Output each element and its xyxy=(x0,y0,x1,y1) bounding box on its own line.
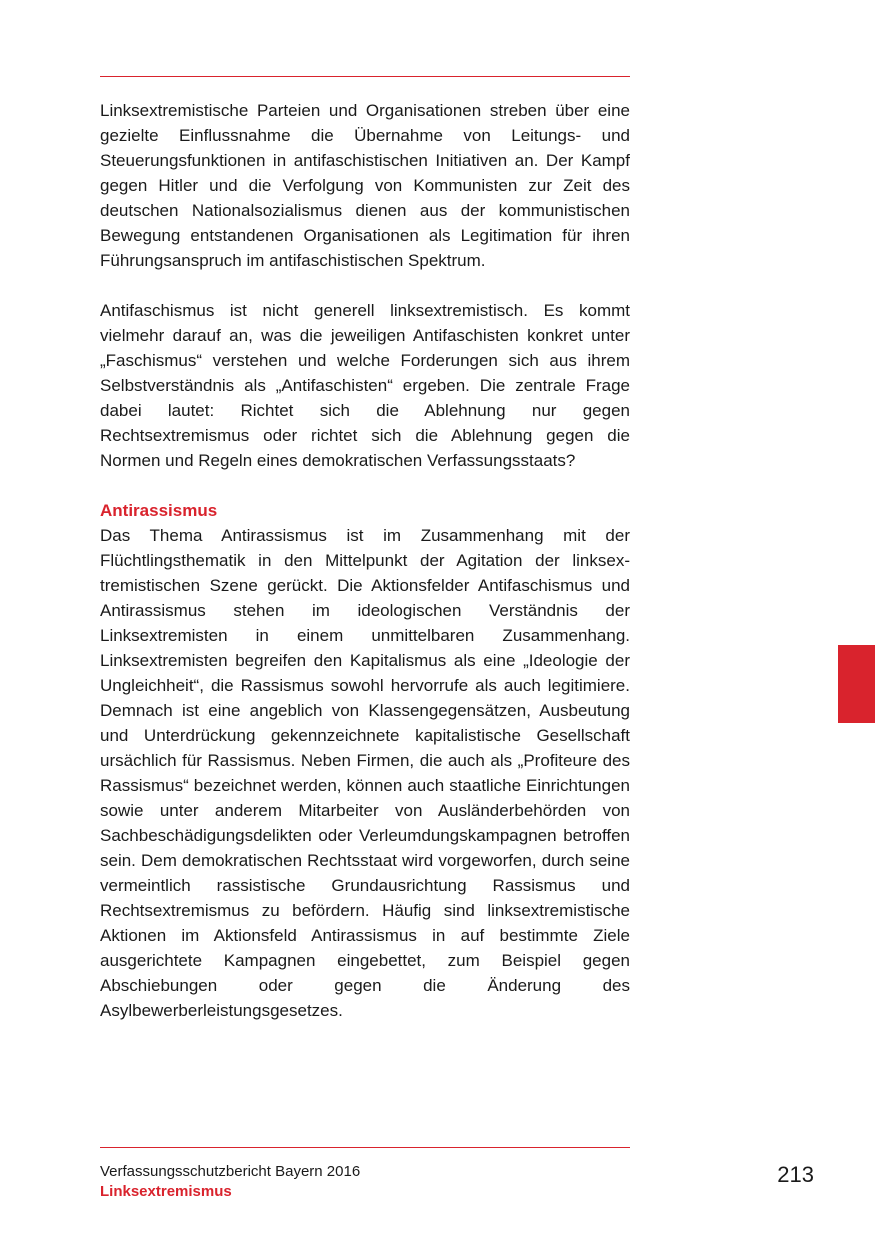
footer-rule xyxy=(100,1147,630,1148)
paragraph-1: Linksextremistische Parteien und Organisationen streben über eine gezielte Einflussnahme die Übernahme von Leitungs- und Steuerungsfunktionen in antifaschistischen Initiativen an. Der Kampf gegen Hitler und die Verfolgung von Kommunisten zur Zeit des deutschen Nationalsozialismus dienen aus der kommunistischen Bewegung entstandenen Organisationen als Legitimation für ihren Führungsanspruch im antifaschistischen Spektrum. xyxy=(100,101,630,270)
page-number: 213 xyxy=(777,1162,814,1187)
footer-section-name: Linksextremismus xyxy=(100,1183,232,1200)
header-rule xyxy=(100,76,630,77)
paragraph-3: Das Thema Antirassismus ist im Zusammenhang mit der Flüchtlingsthematik in den Mittelpunkt der Agitation der linksextremistischen Szene gerückt. Die Aktionsfelder Antifaschismus und Antirassismus stehen im ideologischen Verständnis der Linksextremisten in einem unmittelbaren Zusammenhang. Linksextremisten begreifen den Kapitalismus als eine „Ideologie der Ungleichheit“, die Rassismus sowohl hervorrufe als auch legitimiere. Demnach ist eine angeblich von Klassengegensätzen, Ausbeutung und Unterdrückung gekennzeichnete kapitalistische Gesellschaft ursächlich für Rassismus. Neben Firmen, die auch als „Profiteure des Rassismus“ bezeichnet werden, können auch staatliche Einrichtungen sowie unter anderem Mitarbeiter von Ausländerbehörden von Sachbeschädigungsdelikten oder Verleumdungskampagnen betroffen sein. Dem demokratischen Rechtsstaat wird vorgeworfen, durch seine vermeintlich rassistische Grundausrichtung Rassismus und Rechtsextremismus zu befördern. Häufig sind linksextremistische Aktionen im Aktionsfeld Antirassismus in auf bestimmte Ziele ausgerichtete Kampagnen eingebettet, zum Beispiel gegen Abschiebungen oder gegen die Änderung des Asylbewerberleistungsgesetzes. xyxy=(100,526,630,1020)
paragraph-2: Antifaschismus ist nicht generell linksextremistisch. Es kommt vielmehr darauf an, was die jeweiligen Antifaschisten konkret unter „Faschismus“ verstehen und welche Forderungen sich aus ihrem Selbstverständnis als „Antifaschisten“ ergeben. Die zentrale Frage dabei lautet: Richtet sich die Ablehnung nur gegen Rechtsextremismus oder richtet sich die Ablehnung gegen die Normen und Regeln eines demokratischen Verfassungsstaats? xyxy=(100,301,630,470)
section-heading: Antirassismus xyxy=(100,501,218,520)
chapter-tab-marker xyxy=(838,645,875,723)
page-body xyxy=(100,98,630,1023)
footer-publication-title: Verfassungsschutzbericht Bayern 2016 xyxy=(100,1163,361,1180)
